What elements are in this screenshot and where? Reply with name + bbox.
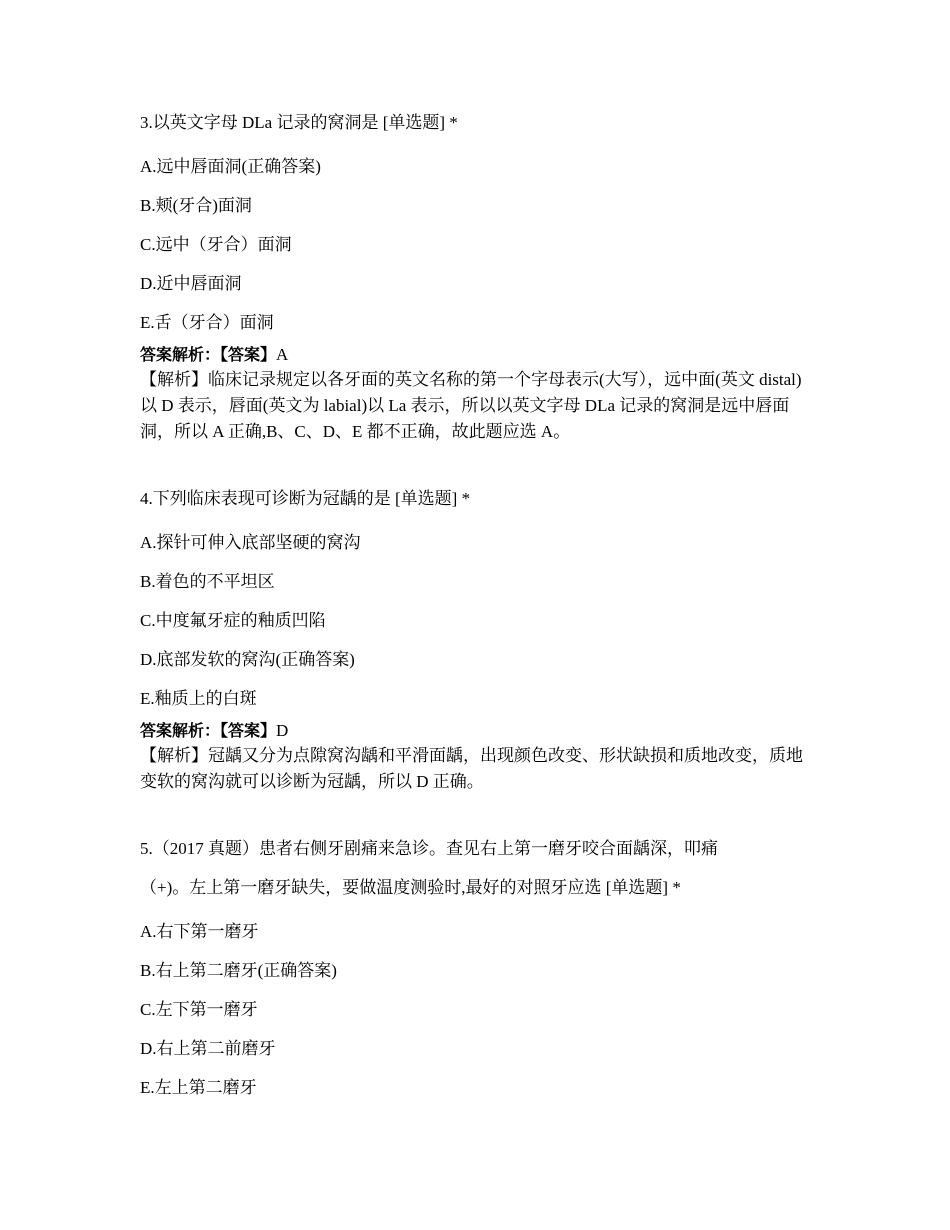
question-5-stem-line-2: （+)。左上第一磨牙缺失，要做温度测验时,最好的对照牙应选 [单选题] * — [140, 878, 681, 897]
answer-label: 答案解析：【答案】 — [140, 345, 277, 364]
question-3-stem: 3.以英文字母 DLa 记录的窝洞是 [单选题] * — [140, 113, 458, 132]
question-4-option-d: D.底部发软的窝沟(正确答案) — [140, 650, 355, 669]
question-4-stem: 4.下列临床表现可诊断为冠龋的是 [单选题] * — [140, 489, 471, 508]
answer-value: D — [276, 721, 289, 740]
question-5-option-a: A.右下第一磨牙 — [140, 922, 259, 941]
answer-value: A — [276, 345, 289, 364]
question-3-option-c: C.远中（牙合）面洞 — [140, 235, 292, 254]
question-5-option-b: B.右上第二磨牙(正确答案) — [140, 961, 337, 980]
question-5-option-e: E.左上第二磨牙 — [140, 1078, 257, 1097]
question-3-option-a: A.远中唇面洞(正确答案) — [140, 157, 321, 176]
question-3-option-b: B.颊(牙合)面洞 — [140, 196, 252, 215]
question-5-option-d: D.右上第二前磨牙 — [140, 1039, 276, 1058]
question-4-option-b: B.着色的不平坦区 — [140, 572, 275, 591]
question-4-explanation: 【解析】冠龋又分为点隙窝沟龋和平滑面龋，出现颜色改变、形状缺损和质地改变，质地变软的窝沟就可以诊断为冠龋，所以 D 正确。 — [140, 746, 803, 791]
question-4-option-e: E.釉质上的白斑 — [140, 689, 257, 708]
answer-label: 答案解析：【答案】 — [140, 721, 277, 740]
question-3-option-e: E.舌（牙合）面洞 — [140, 313, 274, 332]
question-3-answer — [140, 345, 288, 365]
question-3-explanation: 【解析】临床记录规定以各牙面的英文名称的第一个字母表示(大写），远中面(英文 distal)以 D 表示，唇面(英文为 labial)以 La 表示，所以以英文字母 DLa 记录的窝洞是远中唇面洞，所以 A 正确,B、C、D、E 都不正确，故此题应选 A。 — [140, 370, 802, 441]
question-5-stem-line-1: 5.（2017 真题）患者右侧牙剧痛来急诊。查见右上第一磨牙咬合面龋深，叩痛 — [140, 839, 718, 858]
question-4-option-c: C.中度氟牙症的釉质凹陷 — [140, 611, 326, 630]
question-5-option-c: C.左下第一磨牙 — [140, 1000, 258, 1019]
question-4-answer — [140, 721, 288, 741]
question-4-option-a: A.探针可伸入底部坚硬的窝沟 — [140, 533, 361, 552]
question-3-option-d: D.近中唇面洞 — [140, 274, 242, 293]
